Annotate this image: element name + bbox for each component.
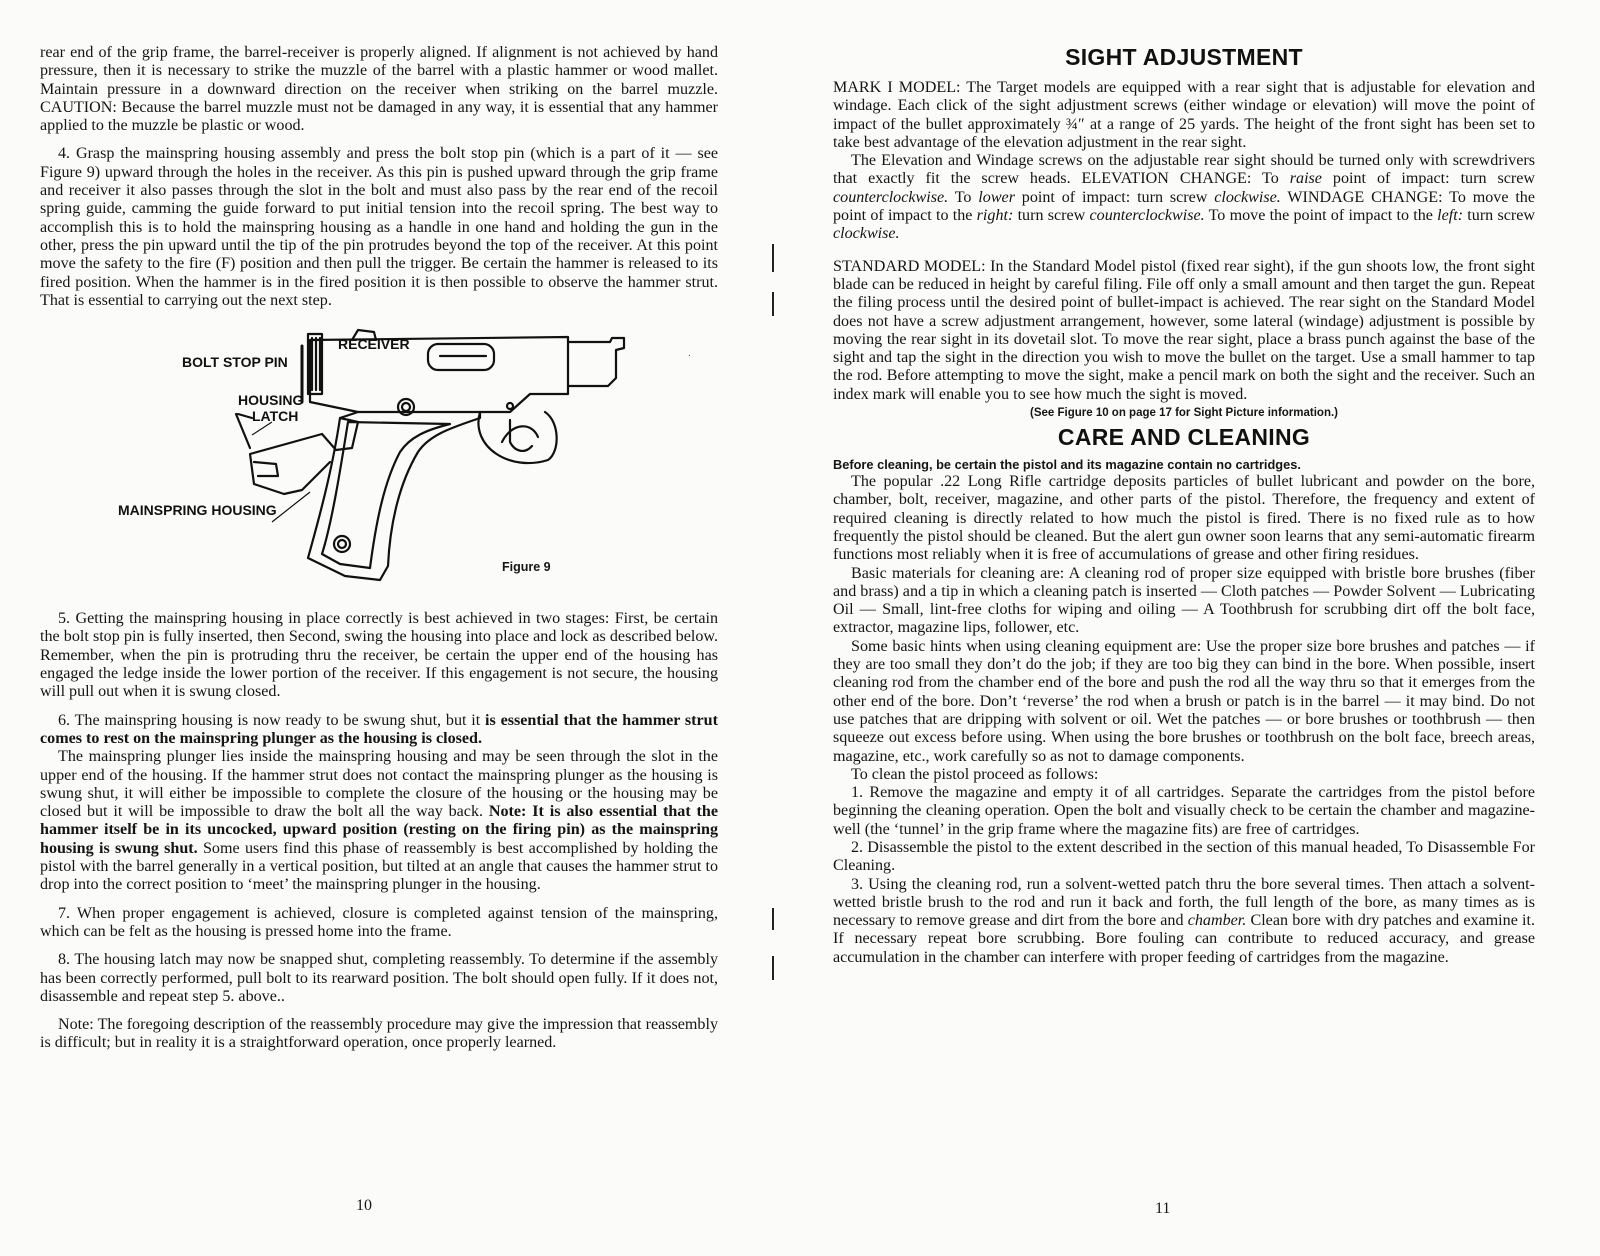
text: point of impact: turn screw xyxy=(1321,170,1535,188)
paragraph-mark-i-model: MARK I MODEL: The Target models are equipped with a rear sight that is adjustable for elevation and windage. Each click of the sight adjustment screws (either windage or elevation) will move the point of impact of the bullet approximately ¾″ at a range of 25 yards. The height of the front sight has been set to take best advantage of the elevation adjustment in the rear sight. xyxy=(833,79,1535,151)
step-6-note: Note: It is also essential that the hammer itself be in its uncocked, upward position (resting on the firing pin) as the mainspring housing is swung shut. xyxy=(40,803,718,857)
paragraph-step-7: 7. When proper engagement is achieved, closure is completed against tension of the mainspring, which can be felt as the housing is pressed home into the frame. xyxy=(40,904,718,940)
paragraph-cleaning-materials: Basic materials for cleaning are: A cleaning rod of proper size equipped with bristle bore brushes (fiber and brass) and a tip in which a cleaning patch is inserted — Cloth patches — Powder Solvent — Lubricating Oil — Small, lint-free cloths for wiping and oiling — A Toothbrush for scrubbing dirt off the bolt face, extractor, magazine lips, follower, etc. xyxy=(833,564,1535,637)
page-number-right: 11 xyxy=(1155,1200,1171,1217)
heading-sight-adjustment: SIGHT ADJUSTMENT xyxy=(1065,44,1303,70)
binder-mark xyxy=(772,956,774,980)
paragraph-cleaning-proceed: To clean the pistol proceed as follows: xyxy=(851,765,1099,783)
figure-9-caption: Figure 9 xyxy=(502,560,551,575)
text: To move the point of impact to the xyxy=(1204,207,1438,225)
svg-text:.: . xyxy=(688,348,691,360)
text: counterclockwise. xyxy=(1089,207,1205,225)
right-text-column xyxy=(833,44,1535,967)
paragraph-cleaning-step-2: 2. Disassemble the pistol to the extent described in the section of this manual headed, To Disassemble For Cleaning. xyxy=(833,838,1535,875)
text: turn screw xyxy=(1463,207,1535,225)
label-mainspring-housing: MAINSPRING HOUSING xyxy=(118,502,277,519)
heading-care-and-cleaning: CARE AND CLEANING xyxy=(1057,424,1311,451)
paragraph-cleaning-hints: Some basic hints when using cleaning equipment are: Use the proper size bore brushes and patches — if they are too small they don’t do the job; if they are too big they can bind in the bore. When possible, insert cleaning rod from the chamber end of the bore and push the rod all the way thru so that it emerges from the other end of the bore. Don’t ‘reverse’ the rod when a brush or patch is in the barrel — it may bind. Do not use patches that are dripping with solvent or oil. Wet the patches — or bore brushes or toothbrush — then squeeze out excess before using. When using the bore brushes or toothbrush on the bolt face, breech areas, magazine, etc., work carefully so as not to damage components. xyxy=(833,637,1535,765)
text: chamber. xyxy=(1187,912,1247,930)
binder-mark xyxy=(772,908,774,930)
figure-10-reference: (See Figure 10 on page 17 for Sight Picture information.) xyxy=(1030,407,1338,420)
text: raise xyxy=(1289,170,1322,188)
paragraph-step-6-detail xyxy=(40,748,718,894)
paragraph-step-5: 5. Getting the mainspring housing in place correctly is best achieved in two stages: First, be certain the bolt stop pin is fully inserted, then Second, swing the housing into place and lock as described below. Remember, when the pin is protruding thru the receiver, be certain the upper end of the housing has engaged the ledge inside the lower portion of the receiver. If this engagement is not secure, the housing will pull out when it is swung closed. xyxy=(40,610,718,701)
cleaning-caution: Before cleaning, be certain the pistol and its magazine contain no cartridges. xyxy=(833,457,1301,473)
text: counterclockwise. xyxy=(833,188,949,206)
text: left: xyxy=(1437,207,1464,225)
figure-9 xyxy=(40,322,718,602)
paragraph-alignment: rear end of the grip frame, the barrel-receiver is properly aligned. If alignment is not achieved by hand pressure, then it is necessary to strike the muzzle of the barrel with a plastic hammer or wood mallet. Maintain pressure in a downward direction on the receiver when striking on the barrel muzzle. CAUTION: Because the barrel muzzle must not be damaged in any way, it is essential that any hammer applied to the muzzle be plastic or wood. xyxy=(40,44,718,135)
label-housing: HOUSING xyxy=(238,392,304,409)
paragraph-cleaning-step-3 xyxy=(833,876,1535,967)
paragraph-step-8: 8. The housing latch may now be snapped shut, completing reassembly. To determine if the assembly has been correctly performed, pull bolt to its rearward position. The bolt should open fully. If it does not, disassemble and repeat step 5. above.. xyxy=(40,951,718,1005)
label-bolt-stop-pin: BOLT STOP PIN xyxy=(182,354,288,371)
text: Clean bore with dry patches and examine it. If necessary repeat bore scrubbing. Bore fouling can contribute to reduced accuracy, and grease accumulation in the chamber can interfere with proper feeding of cartridges from the magazine. xyxy=(833,912,1535,966)
text: point of impact: turn screw xyxy=(1014,188,1215,206)
step-6-detail-text: The mainspring plunger lies inside the mainspring housing and may be seen through the slot in the upper end of the housing. If the hammer strut does not contact the mainspring plunger as the housing is swung shut, it will either be impossible to complete the closure of the housing or the housing may be closed but it will be impossible to draw the bolt all the way back. xyxy=(40,748,718,821)
paragraph-cleaning-intro: The popular .22 Long Rifle cartridge deposits particles of bullet lubricant and powder on the bore, chamber, bolt, receiver, magazine, and other parts of the pistol. Therefore, the frequency and extent of required cleaning is directly related to how much the pistol is fired. There is no fixed rule as to how frequently the pistol should be cleaned. But the alert gun owner soon learns that any semi-automatic firearm functions most reliably when it is free of accumulations of grease and other firing residues. xyxy=(833,473,1535,564)
paragraph-cleaning-step-1: 1. Remove the magazine and empty it of all cartridges. Separate the cartridges from the pistol before beginning the cleaning operation. Open the bolt and visually check to be certain the chamber and magazine-well (the ‘tunnel’ in the grip frame where the magazine fits) are free of cartridges. xyxy=(833,784,1535,838)
pistol-diagram xyxy=(40,322,718,602)
text: To xyxy=(948,188,979,206)
step-6-text: 6. The mainspring housing is now ready to be swung shut, but it xyxy=(58,711,486,729)
left-text-column xyxy=(40,44,718,1053)
paragraph-note: Note: The foregoing description of the reassembly procedure may give the impression that reassembly is difficult; but in reality it is a straightforward operation, once properly learned. xyxy=(40,1016,718,1052)
text: lower xyxy=(978,188,1015,206)
label-latch: LATCH xyxy=(252,408,299,425)
text: right: xyxy=(976,207,1014,225)
step-6-emphasis: is essential that the hammer strut comes to rest on the mainspring plunger as the housing is closed. xyxy=(40,711,718,747)
text: WINDAGE CHANGE: To move the point of impact to the xyxy=(833,188,1535,225)
paragraph-step-4: 4. Grasp the mainspring housing assembly and press the bolt stop pin (which is a part of it — see Figure 9) upward through the holes in the receiver. As this pin is pushed upward through the grip frame and receiver it also passes through the slot in the bolt and must also pass by the rear end of the recoil spring guide, camming the guide forward to put initial tension into the recoil spring. The best way to accomplish this is to hold the mainspring housing as a handle in one hand and holding the gun in the other, press the pin upward until the tip of the pin protrudes beyond the top of the receiver. At this point move the safety to the fire (F) position and then pull the trigger. Be certain the hammer is released to its fired position. When the hammer is in the fired position it is then possible to observe the hammer strut. That is essential to carrying out the next step. xyxy=(40,145,718,309)
text: 3. Using the cleaning rod, run a solvent-wetted patch thru the bore several times. Then attach a solvent-wetted bristle brush to the rod and run it back and forth, the full length of the bore, as many times as is necessary to remove grease and dirt from the bore and xyxy=(833,875,1535,930)
paragraph-step-6 xyxy=(40,712,718,749)
label-receiver: RECEIVER xyxy=(338,336,410,353)
text: The Elevation and Windage screws on the adjustable rear sight should be turned only with screwdrivers that exactly fit the screw heads. ELEVATION CHANGE: To xyxy=(833,152,1535,188)
text: clockwise. xyxy=(1214,188,1281,206)
step-6-detail-end: Some users find this phase of reassembly is best accomplished by holding the pistol with the barrel generally in a vertical position, but tilted at an angle that causes the hammer strut to drop into the correct position to ‘meet’ the mainspring plunger in the housing. xyxy=(40,839,718,894)
paragraph-elevation-windage xyxy=(833,152,1535,243)
binder-mark xyxy=(772,292,774,316)
right-page xyxy=(800,0,1600,1256)
page-number-left: 10 xyxy=(356,1197,372,1214)
paragraph-standard-model: STANDARD MODEL: In the Standard Model pistol (fixed rear sight), if the gun shoots low, the front sight blade can be reduced in height by careful filing. File off only a small amount and then target the gun. Repeat the filing process until the desired point of bullet-impact is achieved. The rear sight on the Standard Model does not have a screw adjustment arrangement, however, some lateral (windage) adjustment is possible by moving the rear sight in its dovetail slot. To move the rear sight, place a brass punch against the base of the sight and tap the sight in the direction you wish to move the bullet on the target. Use a small hammer to tap the rod. Before attempting to move the sight, make a pencil mark on both the sight and the receiver. Such an index mark will enable you to see how much the sight is moved. xyxy=(833,257,1535,403)
left-page xyxy=(0,0,760,1256)
text: clockwise. xyxy=(833,225,900,243)
text: turn screw xyxy=(1013,207,1090,225)
binder-mark xyxy=(772,244,774,272)
